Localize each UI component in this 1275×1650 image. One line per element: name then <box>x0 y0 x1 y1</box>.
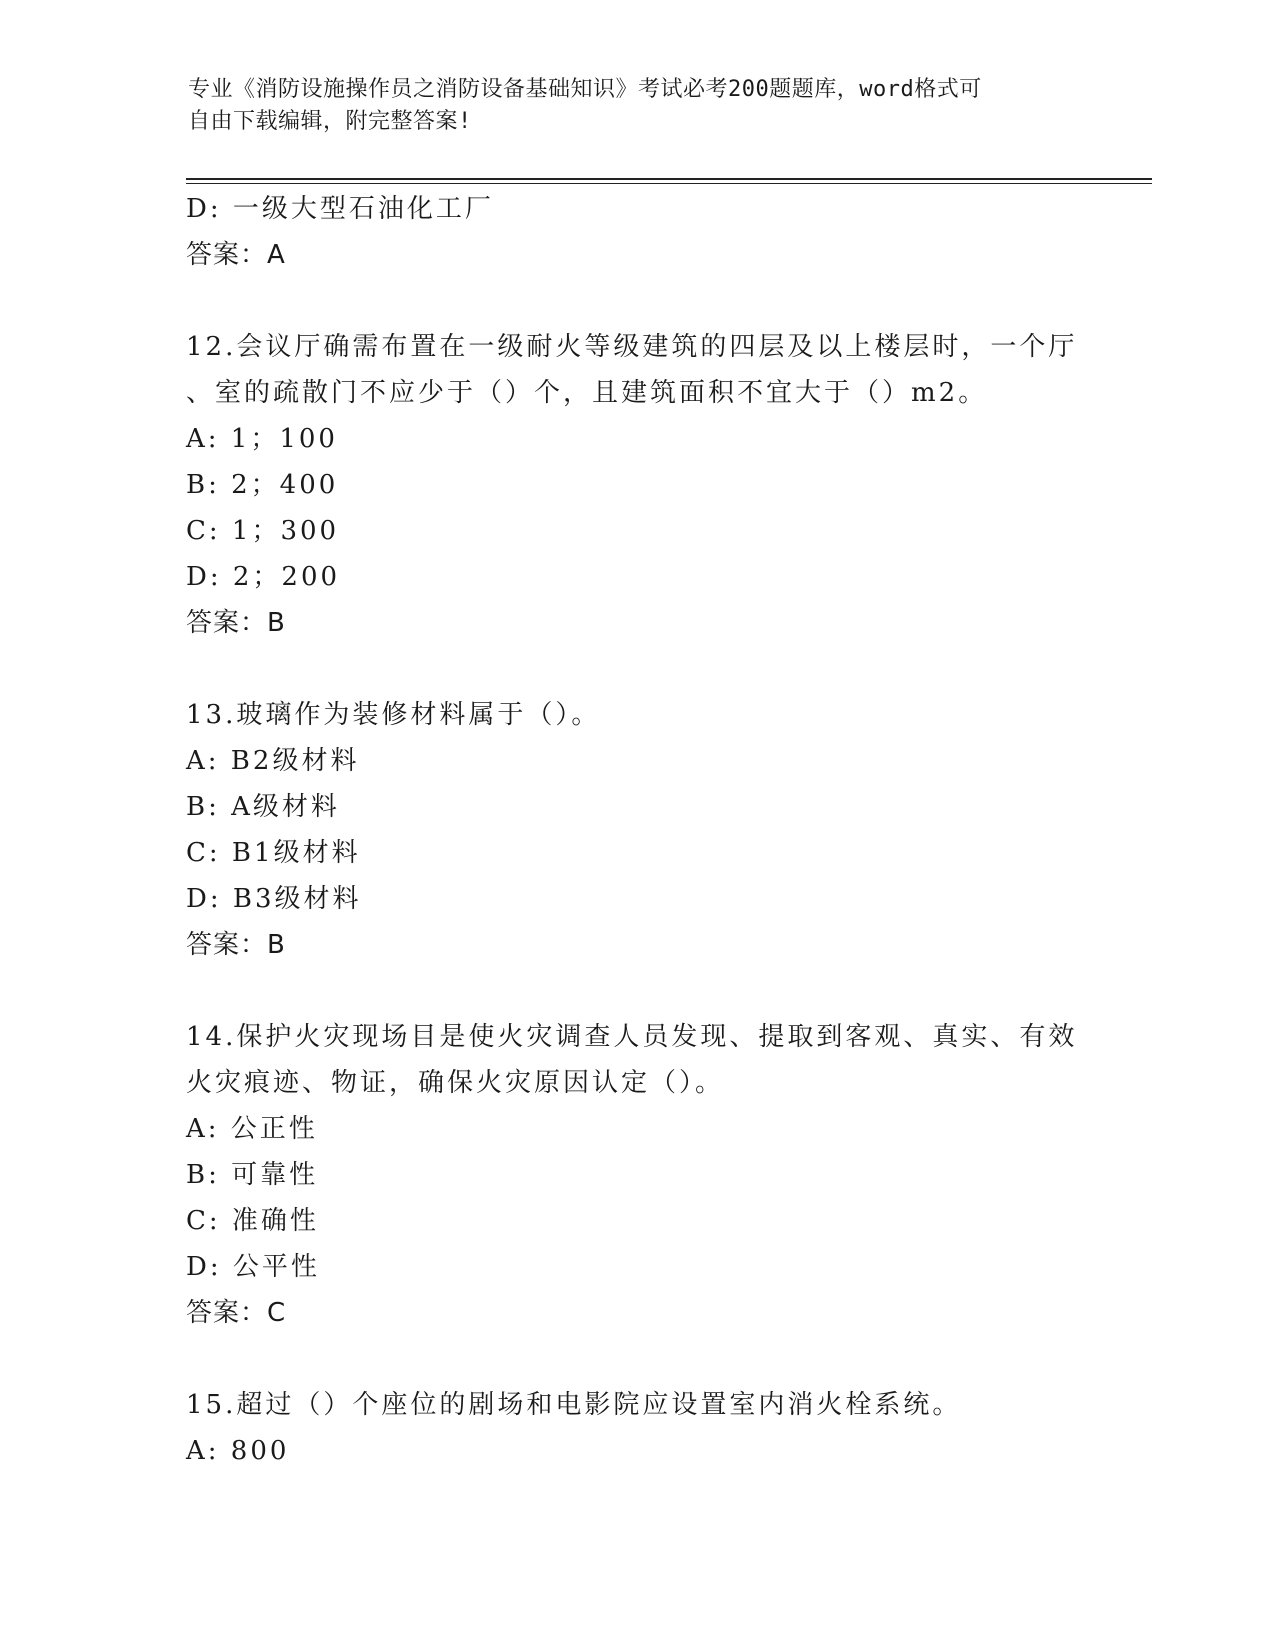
option-d: D: 公平性 <box>186 1252 320 1282</box>
option-a: A: B2级材料 <box>186 746 360 776</box>
answer-line: 答案：B <box>186 608 286 638</box>
question-15 <box>186 1382 1146 1474</box>
spacer <box>186 278 1146 324</box>
option-b: B: A级材料 <box>186 792 340 822</box>
option-c: C: B1级材料 <box>186 838 361 868</box>
question-stem: 15.超过（）个座位的剧场和电影院应设置室内消火栓系统。 <box>186 1390 962 1420</box>
option-c: C: 准确性 <box>186 1206 319 1236</box>
header-line-1: 专业《消防设施操作员之消防设备基础知识》考试必考200题题库，word格式可 <box>188 77 982 102</box>
option-d: D: B3级材料 <box>186 884 362 914</box>
option-a: A: 1；100 <box>186 424 338 454</box>
question-13 <box>186 692 1146 968</box>
option-b: B: 2；400 <box>186 470 339 500</box>
answer-line: 答案：C <box>186 1298 287 1328</box>
question-14 <box>186 1014 1146 1336</box>
option-c: C: 1；300 <box>186 516 340 546</box>
document-header <box>188 74 1088 138</box>
header-divider-thin <box>186 183 1152 184</box>
question-stem-continued: 、室的疏散门不应少于（）个，且建筑面积不宜大于（）m2。 <box>186 378 988 408</box>
question-12 <box>186 324 1146 646</box>
spacer <box>186 1336 1146 1382</box>
question-stem: 13.玻璃作为装修材料属于（）。 <box>186 700 601 730</box>
option-a: A: 800 <box>186 1436 290 1466</box>
option-b: B: 可靠性 <box>186 1160 319 1190</box>
answer-line: 答案：A <box>186 240 286 270</box>
header-line-2: 自由下载编辑，附完整答案! <box>188 109 472 134</box>
option-a: A: 公正性 <box>186 1114 318 1144</box>
answer-line: 答案：B <box>186 930 286 960</box>
question-stem: 14.保护火灾现场目是使火灾调查人员发现、提取到客观、真实、有效 <box>186 1022 1078 1052</box>
spacer <box>186 646 1146 692</box>
header-divider-thick <box>186 178 1152 180</box>
option-d: D: 一级大型石油化工厂 <box>186 194 494 224</box>
question-list <box>186 186 1146 1474</box>
question-stem-continued: 火灾痕迹、物证，确保火灾原因认定（）。 <box>186 1068 725 1098</box>
option-d: D: 2；200 <box>186 562 341 592</box>
question-stem: 12.会议厅确需布置在一级耐火等级建筑的四层及以上楼层时，一个厅 <box>186 332 1078 362</box>
spacer <box>186 968 1146 1014</box>
